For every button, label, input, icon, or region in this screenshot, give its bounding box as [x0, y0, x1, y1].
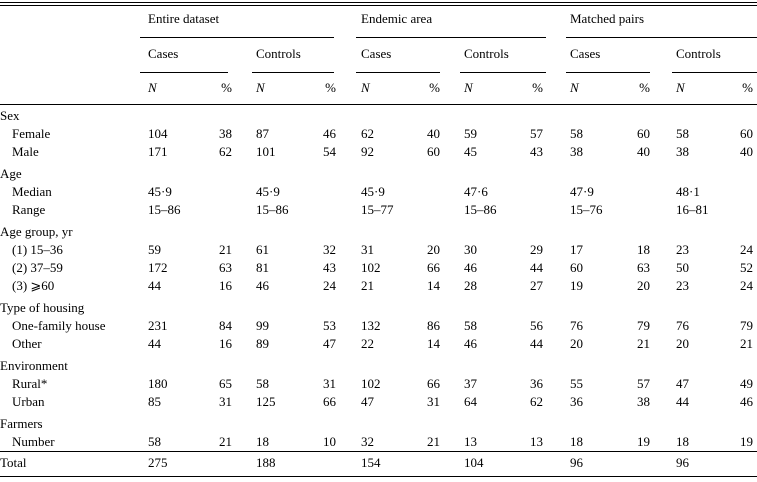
subgroup-underline [356, 72, 440, 73]
cell-percent: 21 [219, 434, 232, 449]
total-label: Total [0, 455, 27, 470]
row-label: Male [12, 144, 39, 159]
cell-n: 47 [361, 394, 374, 409]
group-underline [566, 37, 757, 38]
cell-percent: 62 [530, 394, 543, 409]
cell-percent: 21 [637, 336, 650, 351]
group-header: Entire dataset [148, 11, 220, 26]
column-header-percent: % [221, 80, 232, 95]
cell-n: 46 [464, 260, 477, 275]
header-bottom-rule [0, 104, 757, 105]
group-underline [356, 37, 546, 38]
group-header: Endemic area [361, 11, 433, 26]
cell-n: 50 [676, 260, 689, 275]
cell-percent: 47 [323, 336, 336, 351]
cell-n: 85 [148, 394, 161, 409]
cell-n: 48·1 [676, 184, 700, 199]
cell-n: 58 [676, 126, 689, 141]
cell-percent: 44 [530, 260, 543, 275]
cell-percent: 20 [427, 242, 440, 257]
cell-percent: 62 [219, 144, 232, 159]
subgroup-underline [566, 72, 650, 73]
cell-n: 60 [570, 260, 583, 275]
section-title: Age group, yr [0, 224, 73, 239]
cell-n: 47 [676, 376, 689, 391]
cell-n: 102 [361, 260, 381, 275]
cell-percent: 65 [219, 376, 232, 391]
subgroup-underline [252, 72, 334, 73]
cell-n: 76 [676, 318, 689, 333]
column-header-n: N [464, 80, 473, 95]
column-header-percent: % [325, 80, 336, 95]
row-label: Median [12, 184, 52, 199]
cell-percent: 49 [740, 376, 753, 391]
cell-n: 102 [361, 376, 381, 391]
cell-percent: 43 [530, 144, 543, 159]
group-header: Matched pairs [570, 11, 645, 26]
cell-n: 96 [570, 455, 583, 470]
cell-n: 46 [256, 278, 269, 293]
column-header-n: N [676, 80, 685, 95]
cell-n: 28 [464, 278, 477, 293]
column-header-n: N [570, 80, 579, 95]
row-label: Number [12, 434, 55, 449]
cell-percent: 14 [427, 336, 440, 351]
cell-percent: 60 [427, 144, 440, 159]
cell-percent: 57 [530, 126, 543, 141]
cell-n: 20 [570, 336, 583, 351]
cell-n: 99 [256, 318, 269, 333]
cell-percent: 36 [530, 376, 543, 391]
cell-percent: 66 [427, 376, 440, 391]
cell-n: 46 [464, 336, 477, 351]
cell-n: 275 [148, 455, 168, 470]
cell-percent: 19 [740, 434, 753, 449]
cell-n: 44 [148, 278, 161, 293]
row-label: Urban [12, 394, 45, 409]
cell-n: 30 [464, 242, 477, 257]
cell-n: 62 [361, 126, 374, 141]
top-rule-2 [0, 5, 757, 6]
cell-n: 15–86 [256, 202, 289, 217]
cell-n: 101 [256, 144, 276, 159]
cell-n: 96 [676, 455, 689, 470]
cell-percent: 31 [219, 394, 232, 409]
top-rule [0, 2, 757, 3]
cell-percent: 66 [427, 260, 440, 275]
cell-n: 38 [676, 144, 689, 159]
cell-percent: 66 [323, 394, 336, 409]
group-underline [140, 37, 334, 38]
cell-percent: 24 [740, 242, 753, 257]
cell-percent: 32 [323, 242, 336, 257]
cell-percent: 46 [323, 126, 336, 141]
subgroup-underline [140, 72, 228, 73]
row-label: (3) ⩾60 [12, 278, 55, 293]
cell-n: 89 [256, 336, 269, 351]
cell-n: 44 [676, 394, 689, 409]
cell-percent: 60 [740, 126, 753, 141]
cell-n: 58 [148, 434, 161, 449]
column-header-n: N [148, 80, 157, 95]
cell-n: 58 [464, 318, 477, 333]
cell-n: 45·9 [148, 184, 172, 199]
section-title: Type of housing [0, 300, 85, 315]
cell-n: 15–76 [570, 202, 603, 217]
cell-percent: 43 [323, 260, 336, 275]
bottom-rule [0, 476, 757, 477]
row-label: Female [12, 126, 51, 141]
subgroup-header: Controls [464, 46, 509, 61]
cell-percent: 16 [219, 336, 232, 351]
cell-percent: 63 [219, 260, 232, 275]
cell-n: 17 [570, 242, 583, 257]
cell-n: 45·9 [256, 184, 280, 199]
cell-percent: 38 [219, 126, 232, 141]
subgroup-header: Controls [256, 46, 301, 61]
cell-n: 47·9 [570, 184, 594, 199]
subgroup-underline [672, 72, 757, 73]
cell-n: 58 [256, 376, 269, 391]
cell-n: 18 [570, 434, 583, 449]
cell-n: 47·6 [464, 184, 488, 199]
cell-percent: 52 [740, 260, 753, 275]
column-header-n: N [256, 80, 265, 95]
column-header-percent: % [639, 80, 650, 95]
cell-percent: 44 [530, 336, 543, 351]
cell-percent: 14 [427, 278, 440, 293]
cell-percent: 16 [219, 278, 232, 293]
subgroup-header: Cases [148, 46, 179, 61]
cell-n: 21 [361, 278, 374, 293]
cell-n: 231 [148, 318, 168, 333]
cell-n: 18 [676, 434, 689, 449]
cell-n: 32 [361, 434, 374, 449]
cell-percent: 21 [219, 242, 232, 257]
cell-n: 55 [570, 376, 583, 391]
total-top-rule [0, 451, 757, 452]
cell-percent: 13 [530, 434, 543, 449]
cell-percent: 56 [530, 318, 543, 333]
cell-n: 132 [361, 318, 381, 333]
subgroup-header: Cases [570, 46, 601, 61]
cell-n: 154 [361, 455, 381, 470]
column-header-percent: % [429, 80, 440, 95]
cell-n: 76 [570, 318, 583, 333]
cell-n: 15–77 [361, 202, 394, 217]
row-label: (2) 37–59 [12, 260, 63, 275]
cell-n: 15–86 [148, 202, 181, 217]
cell-n: 45·9 [361, 184, 385, 199]
cell-n: 23 [676, 242, 689, 257]
cell-percent: 31 [427, 394, 440, 409]
cell-n: 59 [464, 126, 477, 141]
cell-percent: 86 [427, 318, 440, 333]
cell-percent: 84 [219, 318, 232, 333]
cell-percent: 21 [740, 336, 753, 351]
cell-percent: 46 [740, 394, 753, 409]
cell-n: 23 [676, 278, 689, 293]
cell-n: 104 [464, 455, 484, 470]
row-label: One-family house [12, 318, 106, 333]
cell-percent: 20 [637, 278, 650, 293]
cell-n: 18 [256, 434, 269, 449]
cell-n: 37 [464, 376, 477, 391]
cell-n: 104 [148, 126, 168, 141]
cell-percent: 19 [637, 434, 650, 449]
cell-n: 36 [570, 394, 583, 409]
cell-percent: 24 [323, 278, 336, 293]
cell-percent: 40 [637, 144, 650, 159]
cell-n: 92 [361, 144, 374, 159]
cell-percent: 27 [530, 278, 543, 293]
cell-n: 58 [570, 126, 583, 141]
cell-n: 172 [148, 260, 168, 275]
cell-percent: 57 [637, 376, 650, 391]
cell-percent: 24 [740, 278, 753, 293]
cell-n: 171 [148, 144, 168, 159]
cell-n: 188 [256, 455, 276, 470]
column-header-percent: % [742, 80, 753, 95]
cell-percent: 21 [427, 434, 440, 449]
column-header-percent: % [532, 80, 543, 95]
section-title: Sex [0, 108, 20, 123]
section-title: Farmers [0, 416, 43, 431]
cell-percent: 40 [427, 126, 440, 141]
column-header-n: N [361, 80, 370, 95]
cell-percent: 79 [740, 318, 753, 333]
row-label: Range [12, 202, 46, 217]
cell-percent: 63 [637, 260, 650, 275]
cell-n: 125 [256, 394, 276, 409]
cell-n: 81 [256, 260, 269, 275]
cell-n: 64 [464, 394, 477, 409]
cell-n: 13 [464, 434, 477, 449]
row-label: (1) 15–36 [12, 242, 63, 257]
cell-percent: 40 [740, 144, 753, 159]
section-title: Age [0, 166, 22, 181]
cell-n: 16–81 [676, 202, 709, 217]
cell-n: 38 [570, 144, 583, 159]
cell-percent: 29 [530, 242, 543, 257]
cell-n: 180 [148, 376, 168, 391]
cell-n: 19 [570, 278, 583, 293]
cell-percent: 60 [637, 126, 650, 141]
cell-n: 31 [361, 242, 374, 257]
cell-n: 20 [676, 336, 689, 351]
cell-percent: 54 [323, 144, 336, 159]
cell-percent: 38 [637, 394, 650, 409]
cell-percent: 53 [323, 318, 336, 333]
cell-n: 87 [256, 126, 269, 141]
cell-n: 45 [464, 144, 477, 159]
row-label: Other [12, 336, 42, 351]
cell-n: 22 [361, 336, 374, 351]
cell-n: 15–86 [464, 202, 497, 217]
subgroup-header: Controls [676, 46, 721, 61]
subgroup-header: Cases [361, 46, 392, 61]
cell-percent: 79 [637, 318, 650, 333]
subgroup-underline [460, 72, 546, 73]
cell-n: 59 [148, 242, 161, 257]
cell-percent: 10 [323, 434, 336, 449]
cell-n: 44 [148, 336, 161, 351]
section-title: Environment [0, 358, 68, 373]
cell-n: 61 [256, 242, 269, 257]
cell-percent: 31 [323, 376, 336, 391]
row-label: Rural* [12, 376, 48, 391]
cell-percent: 18 [637, 242, 650, 257]
